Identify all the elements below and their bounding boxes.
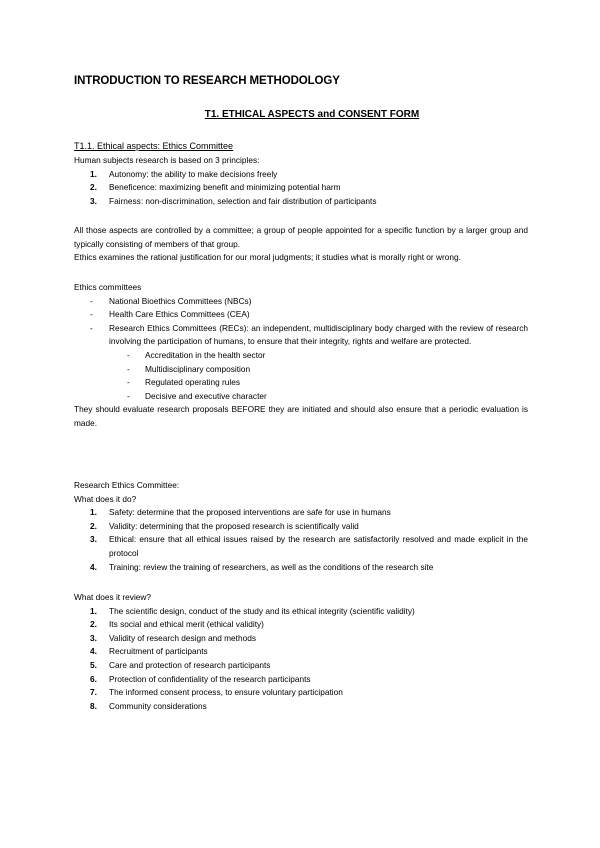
principles-block <box>74 154 528 208</box>
rec-features-list <box>74 349 528 403</box>
committees-list <box>74 295 528 349</box>
list-item: 1. Autonomy: the ability to make decisions freely <box>90 168 278 179</box>
list-item: 4. Training: review the training of researchers, as well as the conditions of the research site <box>90 561 434 572</box>
list-item: 7. The informed consent process, to ensure voluntary participation <box>90 687 343 698</box>
list-item: 2. Validity: determining that the proposed research is scientifically valid <box>90 520 359 531</box>
list-item: 5. Care and protection of research participants <box>90 659 271 670</box>
duties-list <box>74 506 528 574</box>
list-item: 2. Its social and ethical merit (ethical validity) <box>90 619 264 630</box>
list-item: - Decisive and executive character <box>127 390 267 401</box>
paragraph: Ethics examines the rational justification for our moral judgments; it studies what is morally right or wrong. <box>74 252 461 263</box>
list-item: 3. Fairness: non-discrimination, selection and fair distribution of participants <box>90 195 377 206</box>
list-item: 3. Ethical: ensure that all ethical issues raised by the research are satisfactorily resolved and made explicit in the protocol <box>90 534 528 558</box>
list-item: - Regulated operating rules <box>127 377 241 388</box>
paragraph: All those aspects are controlled by a committee; a group of people appointed for a specific function by a larger group and typically consisting of members of that group. <box>74 225 528 249</box>
rec-reviews-block <box>74 591 528 713</box>
what-do-heading: What does it do? <box>74 493 137 504</box>
paragraph: They should evaluate research proposals BEFORE they are initiated and should also ensure that a periodic evaluation is made. <box>74 404 528 428</box>
ethics-committees-heading: Ethics committees <box>74 282 142 292</box>
rec-duties-block <box>74 479 528 574</box>
ethics-committees-block <box>74 281 528 431</box>
list-item: 4. Recruitment of participants <box>90 646 208 657</box>
list-item: - Accreditation in the health sector <box>127 349 266 360</box>
list-item: 1. Safety: determine that the proposed interventions are safe for use in humans <box>90 507 391 518</box>
what-review-heading: What does it review? <box>74 592 152 602</box>
section-title: T1. ETHICAL ASPECTS and CONSENT FORM <box>204 109 420 120</box>
subsection-title: T1.1. Ethical aspects: Ethics Committee <box>74 141 234 151</box>
list-item: 8. Community considerations <box>90 700 207 711</box>
reviews-list <box>74 605 528 714</box>
document-title: INTRODUCTION TO RESEARCH METHODOLOGY <box>74 75 340 87</box>
rec-heading: Research Ethics Committee: <box>74 480 180 490</box>
list-item: - Research Ethics Committees (RECs): an independent, multidisciplinary body charged with the review of research involving the participation of humans, to ensure that their integrity, rights and welfare are protected. <box>90 322 528 347</box>
committee-paragraphs <box>74 224 528 265</box>
list-item: - National Bioethics Committees (NBCs) <box>90 295 252 306</box>
list-item: 6. Protection of confidentiality of the research participants <box>90 673 311 684</box>
list-item: 3. Validity of research design and methods <box>90 632 256 643</box>
list-item: - Health Care Ethics Committees (CEA) <box>90 309 250 320</box>
intro-line: Human subjects research is based on 3 principles: <box>74 155 260 165</box>
list-item: 2. Beneficence: maximizing benefit and minimizing potential harm <box>90 182 341 193</box>
list-item: - Multidisciplinary composition <box>127 363 251 374</box>
principles-list <box>74 168 528 209</box>
list-item: 1. The scientific design, conduct of the study and its ethical integrity (scientific validity) <box>90 605 415 616</box>
